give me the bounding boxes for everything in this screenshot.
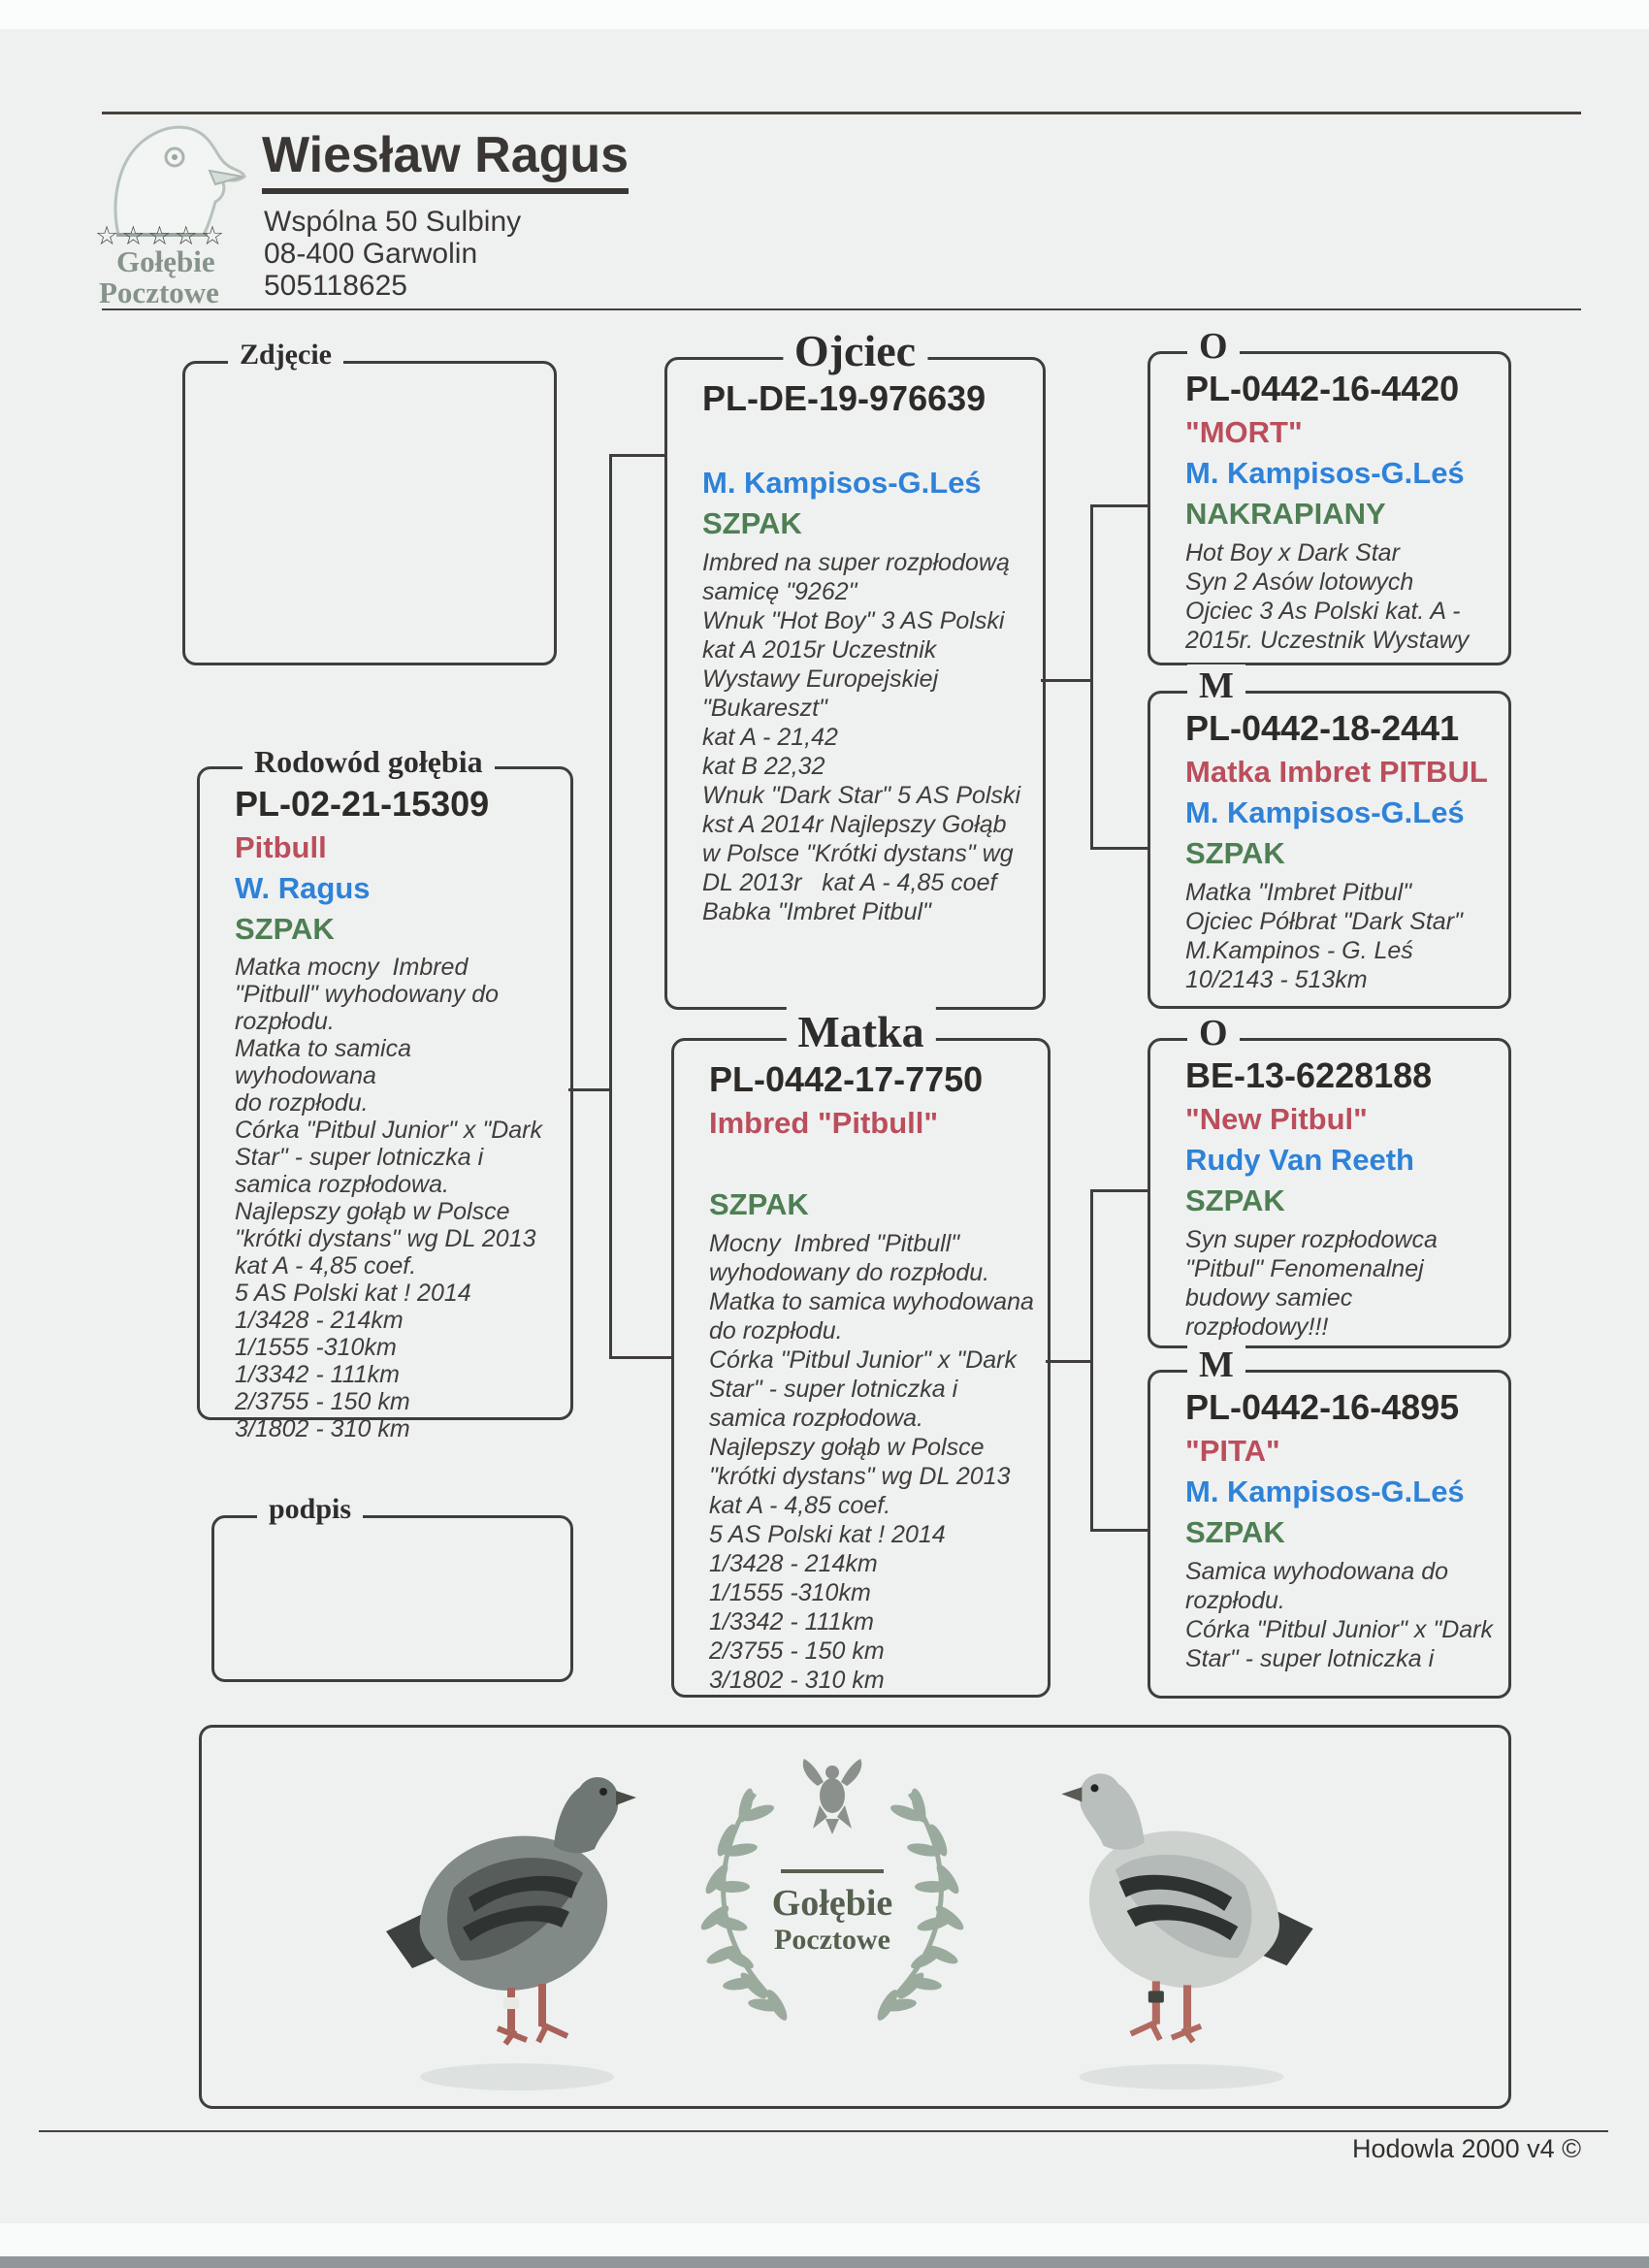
wreath-pigeon-icon — [803, 1759, 861, 1834]
main-bird-box-label: Rodowód gołębia — [242, 744, 495, 780]
software-credit: Hodowla 2000 v4 © — [1351, 2134, 1581, 2163]
description-line: DL 2013r kat A - 4,85 coef — [702, 869, 997, 896]
description-line: M.Kampinos - G. Leś — [1185, 937, 1413, 964]
description-line: Star" - super lotniczka i — [709, 1376, 958, 1403]
connector-father-vertical — [1090, 504, 1093, 850]
description-line: samica rozpłodowa. — [235, 1171, 449, 1198]
description-line: Matka to samica wyhodowana — [709, 1288, 1034, 1315]
mother-dam-box-label: M — [1187, 1344, 1245, 1386]
description-line: kat A - 4,85 coef. — [235, 1252, 417, 1280]
connector-from-father — [1041, 679, 1092, 682]
description-line: 1/1555 -310km — [235, 1334, 397, 1361]
father-dam-box-label: M — [1187, 664, 1245, 707]
father-description — [702, 548, 1029, 926]
mother-dam-box — [1148, 1345, 1511, 1699]
connector-to-mother — [609, 1356, 672, 1359]
mother-box — [671, 1007, 1051, 1698]
father-owner: M. Kampisos-G.Leś — [702, 466, 982, 500]
signature-box-label: podpis — [257, 1493, 363, 1526]
main-bird-name: Pitbull — [235, 830, 327, 864]
description-line: samicę "9262" — [702, 578, 857, 605]
description-line: "Bukareszt" — [702, 695, 827, 722]
mother-dam-description — [1185, 1557, 1495, 1673]
father-name — [702, 422, 1029, 463]
main-bird-color: SZPAK — [235, 912, 335, 946]
mother-color: SZPAK — [709, 1187, 809, 1221]
mother-ring: PL-0442-17-7750 — [709, 1059, 984, 1099]
description-line: Ojciec Półbrat "Dark Star" — [1185, 908, 1463, 935]
header-rule-top — [102, 112, 1581, 114]
description-line: 2/3755 - 150 km — [235, 1388, 410, 1415]
signature-box — [211, 1493, 573, 1682]
logo-text-line1: Gołębie — [116, 244, 215, 278]
description-line: w Polsce "Krótki dystans" wg — [702, 840, 1014, 867]
mother-dam-ring: PL-0442-16-4895 — [1185, 1387, 1460, 1427]
father-dam-owner: M. Kampisos-G.Leś — [1185, 795, 1465, 829]
description-line: rozpłodu. — [235, 1008, 335, 1035]
mother-sire-box-label: O — [1187, 1012, 1240, 1054]
father-sire-name: "MORT" — [1185, 415, 1303, 449]
breeder-address-city: 08-400 Garwolin — [264, 238, 478, 270]
father-dam-name: Matka Imbret PITBUL — [1185, 755, 1488, 789]
light-pigeon-image — [1012, 1733, 1361, 2094]
description-line: Wnuk "Dark Star" 5 AS Polski — [702, 782, 1021, 809]
connector-to-father — [609, 454, 665, 457]
description-line: budowy samiec rozpłodowy!!! — [1185, 1284, 1360, 1341]
connector-to-mother-sire — [1092, 1189, 1148, 1192]
mother-name: Imbred "Pitbull" — [709, 1106, 939, 1140]
father-sire-owner: M. Kampisos-G.Leś — [1185, 456, 1465, 490]
description-line: do rozpłodu. — [235, 1089, 369, 1117]
scan-bottom-edge — [0, 2256, 1649, 2268]
laurel-wreath-emblem — [672, 1735, 992, 2056]
description-line: kat A - 21,42 — [702, 724, 838, 751]
description-line: 2/3755 - 150 km — [709, 1637, 885, 1665]
description-line: Syn 2 Asów lotowych — [1185, 568, 1414, 596]
description-line: 1/1555 -310km — [709, 1579, 871, 1606]
description-line: 10/2143 - 513km — [1185, 966, 1368, 993]
mother-owner — [709, 1144, 1034, 1184]
father-sire-color: NAKRAPIANY — [1185, 497, 1386, 531]
description-line: kat A - 4,85 coef. — [709, 1492, 891, 1519]
description-line: kat A 2015r Uczestnik — [702, 636, 937, 664]
connector-from-bird — [568, 1088, 611, 1091]
wreath-text-line1: Gołębie — [771, 1883, 893, 1924]
father-sire-description — [1185, 538, 1495, 655]
mother-description — [709, 1229, 1034, 1695]
description-line: kst A 2014r Najlepszy Gołąb — [702, 811, 1007, 838]
description-line: Matka to samica wyhodowana — [235, 1035, 418, 1089]
father-ring: PL-DE-19-976639 — [702, 378, 986, 418]
description-line: Star" - super lotniczka i — [1185, 1645, 1435, 1672]
description-line: 1/3342 - 111km — [235, 1361, 401, 1388]
connector-to-father-dam — [1092, 847, 1148, 850]
mother-dam-color: SZPAK — [1185, 1515, 1285, 1549]
description-line: Najlepszy gołąb w Polsce — [235, 1198, 510, 1225]
mother-box-label: Matka — [786, 1006, 935, 1057]
description-line: 5 AS Polski kat ! 2014 — [235, 1280, 471, 1307]
main-bird-owner: W. Ragus — [235, 871, 371, 905]
father-sire-box — [1148, 326, 1511, 665]
description-line: Syn super rozpłodowca — [1185, 1226, 1438, 1253]
photo-box — [182, 339, 557, 665]
description-line: Babka "Imbret Pitbul" — [702, 898, 931, 925]
connector-to-father-sire — [1092, 504, 1148, 507]
description-line: samica rozpłodowa. — [709, 1405, 923, 1432]
breeder-address-street: Wspólna 50 Sulbiny — [264, 206, 522, 238]
mother-sire-box — [1148, 1013, 1511, 1348]
dark-pigeon-image — [362, 1737, 663, 2096]
mother-sire-owner: Rudy Van Reeth — [1185, 1143, 1414, 1177]
mother-sire-ring: BE-13-6228188 — [1185, 1055, 1433, 1095]
description-line: "Pitbull" wyhodowany do — [235, 981, 500, 1008]
mother-sire-description — [1185, 1225, 1495, 1342]
logo-stars: ☆☆☆☆☆ — [95, 221, 228, 250]
description-line: Star" - super lotniczka i — [235, 1144, 484, 1171]
description-line: Matka "Imbret Pitbul" — [1185, 879, 1412, 906]
description-line: 1/3428 - 214km — [235, 1307, 404, 1334]
father-dam-description — [1185, 878, 1495, 994]
footer-rule — [39, 2130, 1608, 2132]
connector-to-mother-dam — [1092, 1529, 1148, 1532]
description-line: Matka mocny Imbred — [235, 954, 469, 981]
wreath-text-line2: Pocztowe — [774, 1924, 890, 1956]
father-color: SZPAK — [702, 506, 802, 540]
description-line: Wnuk "Hot Boy" 3 AS Polski — [702, 607, 1005, 634]
description-line: Mocny Imbred "Pitbull" — [709, 1230, 960, 1257]
father-sire-ring: PL-0442-16-4420 — [1185, 369, 1460, 408]
father-sire-box-label: O — [1187, 325, 1240, 368]
description-line: wyhodowany do rozpłodu. — [709, 1259, 990, 1286]
father-box-label: Ojciec — [783, 325, 927, 376]
description-line: Wystawy Europejskiej — [702, 665, 939, 693]
photo-box-label: Zdjęcie — [228, 339, 343, 372]
description-line: Córka "Pitbul Junior" x "Dark — [1185, 1616, 1494, 1643]
description-line: Samica wyhodowana do — [1185, 1558, 1448, 1585]
breeder-logo-pigeon-head — [81, 116, 266, 238]
artwork-box — [199, 1725, 1511, 2109]
description-line: Córka "Pitbul Junior" x "Dark — [709, 1346, 1018, 1374]
description-line: Ojciec 3 As Polski kat. A - — [1185, 598, 1461, 625]
description-line: Hot Boy x Dark Star — [1185, 539, 1400, 567]
father-dam-box — [1148, 665, 1511, 1009]
scan-top-margin — [0, 0, 1649, 29]
description-line: 1/3342 - 111km — [709, 1608, 875, 1636]
description-line: 3/1802 - 310 km — [235, 1415, 410, 1442]
main-bird-box — [197, 744, 573, 1442]
description-line: 1/3428 - 214km — [709, 1550, 878, 1577]
description-line: "krótki dystans" wg DL 2013 — [235, 1225, 536, 1252]
logo-text-line2: Pocztowe — [99, 275, 219, 309]
description-line: Najlepszy gołąb w Polsce — [709, 1434, 985, 1461]
header-rule-bottom — [102, 308, 1581, 310]
main-bird-ring: PL-02-21-15309 — [235, 784, 490, 824]
mother-dam-name: "PITA" — [1185, 1434, 1280, 1468]
father-dam-color: SZPAK — [1185, 836, 1285, 870]
main-bird-description — [235, 954, 557, 1442]
description-line: Córka "Pitbul Junior" x "Dark — [235, 1117, 543, 1144]
connector-main-vertical — [609, 454, 612, 1359]
description-line: rozpłodu. — [1185, 1587, 1285, 1614]
description-line: 2015r. Uczestnik Wystawy — [1185, 627, 1470, 654]
mother-sire-name: "New Pitbul" — [1185, 1102, 1368, 1136]
description-line: "Pitbul" Fenomenalnej — [1185, 1255, 1424, 1282]
description-line: 3/1802 - 310 km — [709, 1667, 885, 1694]
mother-dam-owner: M. Kampisos-G.Leś — [1185, 1474, 1465, 1508]
breeder-name: Wiesław Ragus — [262, 126, 629, 194]
mother-sire-color: SZPAK — [1185, 1183, 1285, 1217]
description-line: kat B 22,32 — [702, 753, 825, 780]
description-line: 5 AS Polski kat ! 2014 — [709, 1521, 946, 1548]
father-box — [664, 326, 1046, 1010]
description-line: "krótki dystans" wg DL 2013 — [709, 1463, 1011, 1490]
father-dam-ring: PL-0442-18-2441 — [1185, 708, 1460, 748]
breeder-phone: 505118625 — [264, 270, 407, 302]
description-line: Imbred na super rozpłodową — [702, 549, 1010, 576]
connector-from-mother — [1046, 1360, 1092, 1363]
description-line: do rozpłodu. — [709, 1317, 843, 1345]
